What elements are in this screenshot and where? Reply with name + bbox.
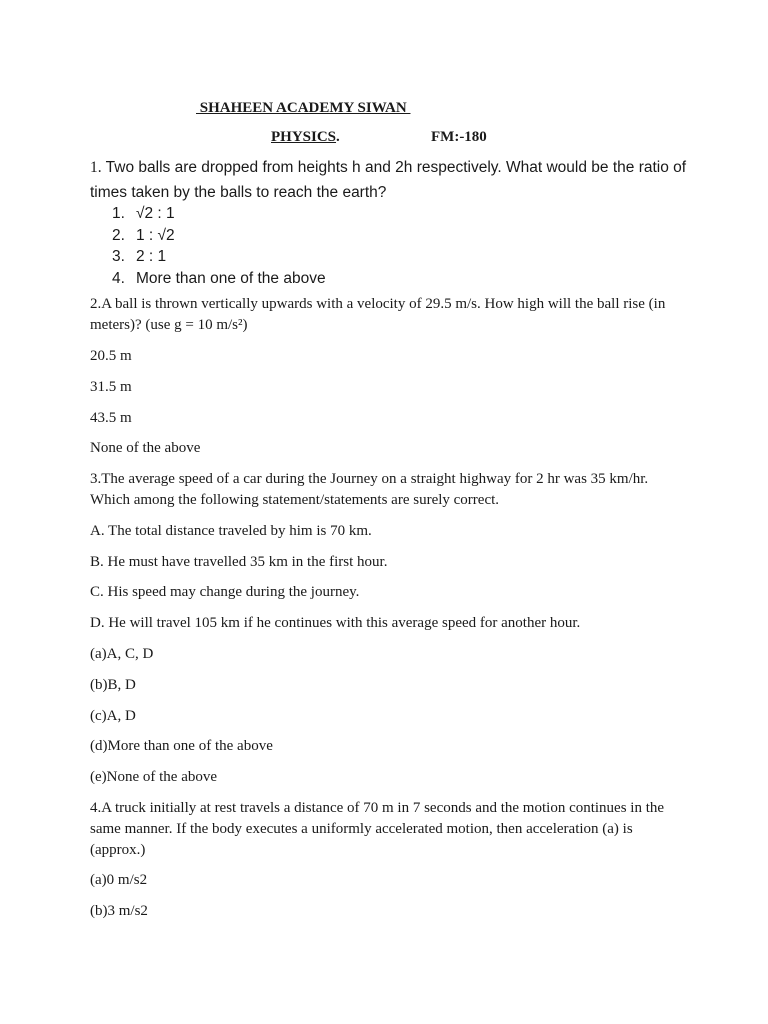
question-3-option: (e)None of the above	[90, 769, 218, 785]
question-2: 2.A ball is thrown vertically upwards with a velocity of 29.5 m/s. How high will the ball rise (in meters)? (use g = 10 m/s²)	[90, 296, 666, 333]
option-number: 1.	[112, 205, 125, 222]
question-4-option: (b)3 m/s2	[90, 903, 148, 919]
option-number: 3.	[112, 248, 125, 265]
question-3-statement: B. He must have travelled 35 km in the first hour.	[90, 554, 388, 570]
subject-name: PHYSICS	[271, 129, 337, 145]
subject-title	[271, 129, 340, 146]
subject-suffix: .	[336, 129, 340, 145]
option-item	[112, 246, 326, 268]
option-number: 4.	[112, 269, 125, 287]
question-3: 3.The average speed of a car during the Journey on a straight highway for 2 hr was 35 km/hr. Which among the following statement/statements are surely correct.	[90, 471, 649, 508]
question-2-option: 31.5 m	[90, 379, 132, 395]
question-3-statement: D. He will travel 105 km if he continues with this average speed for another hour.	[90, 615, 581, 631]
question-3-statement: C. His speed may change during the journey.	[90, 584, 360, 600]
option-text: 2 : 1	[136, 248, 167, 265]
question-1-options	[112, 203, 326, 289]
option-number: 2.	[112, 226, 125, 244]
question-3-option: (a)A, C, D	[90, 646, 154, 662]
question-2-option: 43.5 m	[90, 410, 132, 426]
question-1	[90, 155, 690, 205]
question-2-option: None of the above	[90, 440, 201, 456]
question-1-text: Two balls are dropped from heights h and 2h respectively. What would be the ratio of times taken by the balls to reach the earth?	[90, 159, 687, 201]
question-3-option: (d)More than one of the above	[90, 738, 273, 754]
question-2-option: 20.5 m	[90, 348, 132, 364]
option-item	[112, 203, 326, 225]
option-text: √2 : 1	[136, 205, 175, 222]
question-4: 4.A truck initially at rest travels a distance of 70 m in 7 seconds and the motion continues in the same manner. If the body executes a uniformly accelerated motion, then acceleration (a) is (approx.)	[90, 800, 665, 858]
question-3-option: (b)B, D	[90, 677, 136, 693]
option-item	[112, 268, 326, 290]
option-text: 1 : √2	[136, 226, 175, 244]
full-marks: FM:-180	[431, 129, 487, 145]
question-1-number: 1.	[90, 159, 102, 176]
option-text: More than one of the above	[136, 269, 326, 287]
question-4-option: (a)0 m/s2	[90, 872, 148, 888]
question-3-statement: A. The total distance traveled by him is 70 km.	[90, 523, 372, 539]
option-item	[112, 225, 326, 247]
question-3-option: (c)A, D	[90, 708, 136, 724]
school-title: SHAHEEN ACADEMY SIWAN	[196, 100, 411, 116]
